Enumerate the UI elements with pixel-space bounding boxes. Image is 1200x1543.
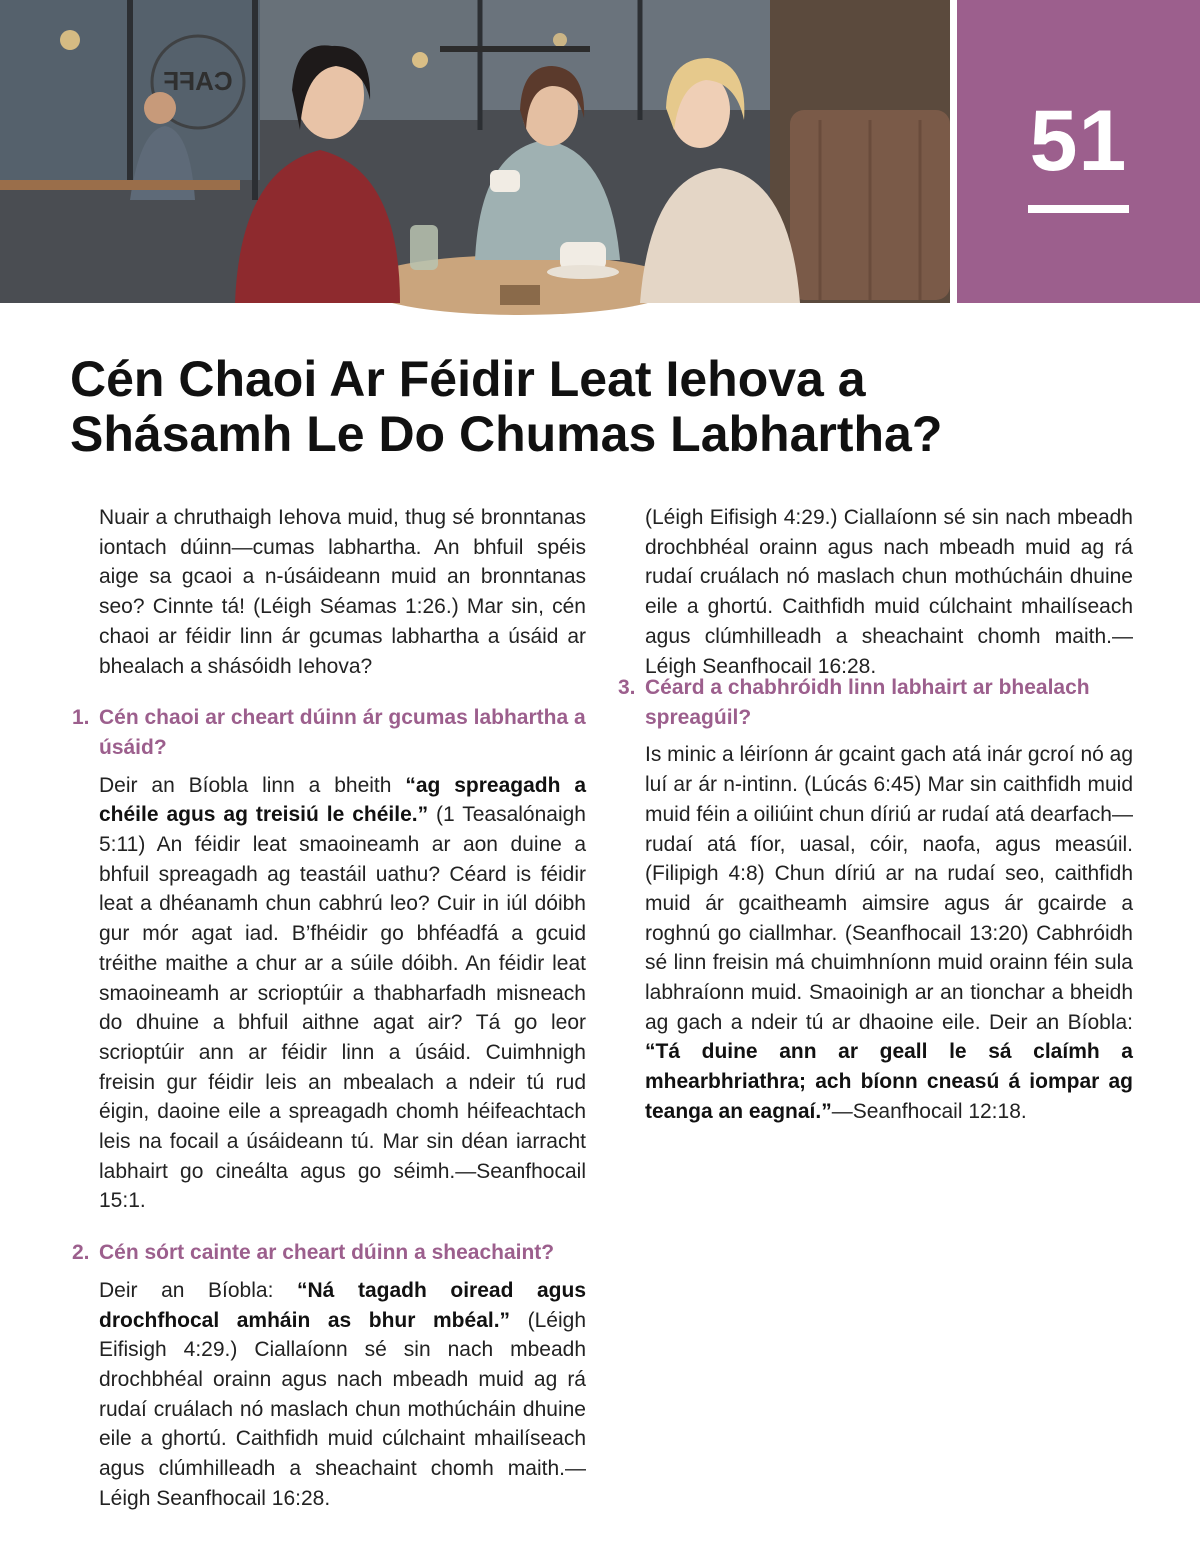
- right-column: [618, 503, 1133, 1127]
- lesson-number-underline: [1028, 205, 1129, 213]
- section-2-quote: “Ná tagadh oiread agus drochfhocal amháin as bhur mbéal.”: [99, 1278, 586, 1332]
- cafe-sign-text: CAFF: [163, 66, 233, 96]
- section-2-paragraph-part-2: [645, 503, 1133, 678]
- hero-image: [0, 0, 950, 303]
- intro-paragraph: Nuair a chruthaigh Iehova muid, thug sé bronntanas iontach dúinn—cumas labhartha. An bhfuil spéis aige sa gcaoi a n-úsáideann muid an bronntanas seo? Cinnte tá! (Léigh Séamas 1:26.) Mar sin, cén chaoi ar féidir linn ár gcumas labhartha a úsáid ar bhealach a shásóidh Iehova?: [99, 506, 586, 678]
- lesson-number: 51: [1029, 93, 1128, 189]
- section-3-text-rest: —Seanfhocail 12:18.: [831, 1099, 1027, 1123]
- page-title-line-2: Shásamh Le Do Chumas Labhartha?: [70, 406, 943, 462]
- section-1-question-text: Cén chaoi ar cheart dúinn ár gcumas labhartha a úsáid?: [99, 706, 586, 759]
- page-title: [70, 352, 1130, 462]
- section-2-number: 2.: [72, 1241, 90, 1265]
- section-3-paragraph: [645, 740, 1133, 1126]
- section-2-text-start: Deir an Bíobla:: [99, 1278, 298, 1302]
- section-2-text-rest: (Léigh Eifisigh 4:29.) Ciallaíonn sé sin nach mbeadh drochbhéal orainn agus nach mbeadh muid ag rá rudaí cruálach nó maslach chun mothúcháin dhuine eile a ghortú. Caithfidh muid cúlchaint mhailíseach agus clúmhilleadh a sheachaint chomh maith.—Léigh Seanfhocail 16:28.: [99, 1308, 586, 1510]
- section-3-question-text: Céard a chabhróidh linn labhairt ar bhealach spreagúil?: [645, 676, 1090, 729]
- section-1-quote: “ag spreagadh a chéile agus ag treisiú le chéile.”: [99, 773, 586, 827]
- page-title-line-1: Cén Chaoi Ar Féidir Leat Iehova a: [70, 351, 866, 407]
- section-1-number: 1.: [72, 706, 90, 730]
- section-1-text-rest: (1 Teasalónaigh 5:11) An féidir leat smaoineamh ar aon duine a bhfuil spreagadh ag teastáil uathu? Céard is féidir leat a dhéanamh chun cabhrú leo? Cuir in iúl dóibh gur mór agat iad. B’fhéidir go bhféadfá a gcuid tréithe maithe a chur ar a súile dóibh. An féidir leat smaoineamh ar scrioptúir a thabharfadh misneach do dhuine a bhfuil aithne agat air? Tá go leor scrioptúir ann ar féidir linn a úsáid. Cuimhnigh freisin gur féidir leis an mbealach a ndeir tú rud éigin, daoine eile a spreagadh chomh héifeachtach leis na focail a úsáideann tú. Mar sin déan iarracht labhairt go cineálta agus go séimh.—Seanfhocail 15:1.: [99, 803, 586, 1213]
- left-column: [72, 503, 586, 1510]
- section-1-text-start: Deir an Bíobla linn a bheith: [99, 773, 406, 797]
- cafe-conversation-illustration: [0, 0, 950, 303]
- section-3-text-start: Is minic a léiríonn ár gcaint gach atá inár gcroí nó ag luí ar ár n-intinn. (Lúcás 6:45) Mar sin caithfidh muid muid féin a oiliúint chun díriú ar rudaí atá dearfach—rudaí atá fíor, uasal, cóir, naofa, agus measúil. (Filipigh 4:8) Chun díriú ar na rudaí seo, caithfidh muid ár gcaitheamh aimsire agus ár gcairde a roghnú go ciallmhar. (Seanfhocail 13:20) Cabhróidh sé linn freisin má chuimhníonn muid orainn féin sula labhraíonn muid. Smaoinigh ar an tionchar a bheidh ag gach a ndeir tú ar dhaoine eile. Deir an Bíobla:: [645, 743, 1133, 1034]
- section-2-text-rest-continued: (Léigh Eifisigh 4:29.) Ciallaíonn sé sin nach mbeadh drochbhéal orainn agus nach mbeadh muid ag rá rudaí cruálach nó maslach chun mothúcháin dhuine eile a ghortú. Caithfidh muid cúlchaint mhailíseach agus clúmhilleadh a sheachaint chomh maith.—Léigh Seanfhocail 16:28.: [645, 506, 1133, 678]
- section-2-question-text: Cén sórt cainte ar cheart dúinn a sheachaint?: [99, 1241, 555, 1265]
- lesson-number-box: [957, 0, 1200, 303]
- section-3-question: [618, 673, 1133, 732]
- section-3-quote: “Tá duine ann ar geall le sá claímh a mhearbhriathra; ach bíonn cneasú á iompar ag teanga an eagnaí.”: [645, 1040, 1133, 1123]
- section-1-question: [72, 703, 586, 762]
- section-2-question: [72, 1238, 586, 1268]
- section-3-number: 3.: [618, 676, 636, 699]
- section-2-paragraph-part-1: [99, 1276, 586, 1510]
- section-1-paragraph: [99, 771, 586, 1217]
